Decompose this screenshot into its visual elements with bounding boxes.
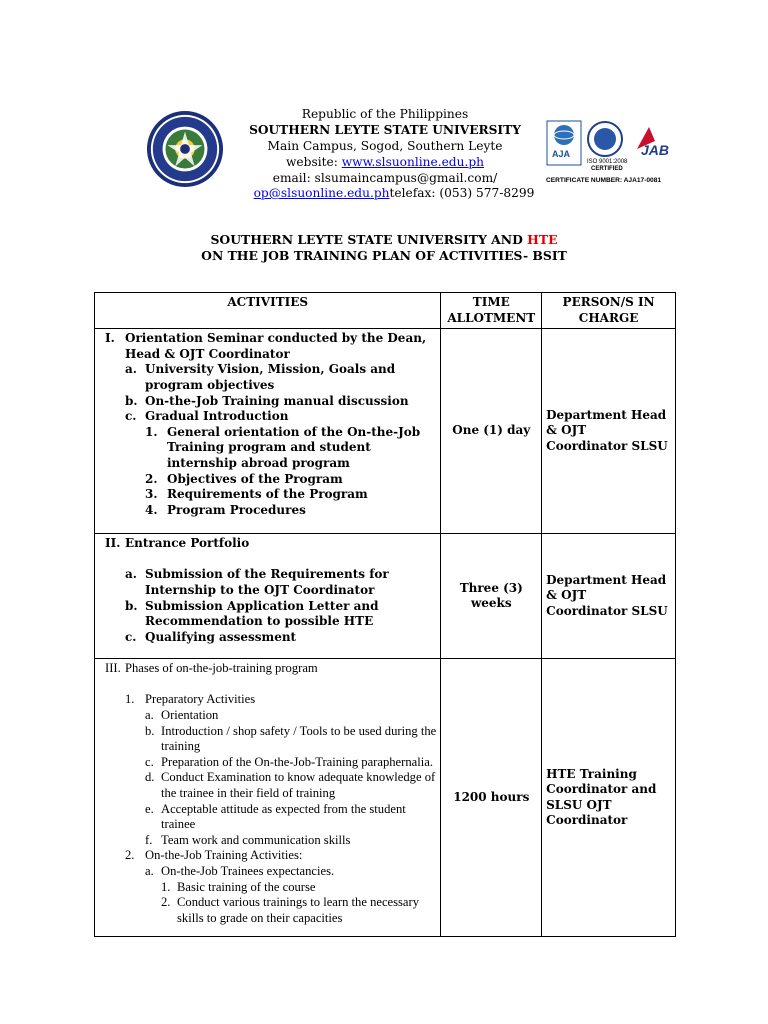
- list-item: c. Preparation of the On-the-Job-Training paraphernalia.: [145, 754, 433, 769]
- list-item: 2. Conduct various trainings to learn the necessary skills to grade on their capacities: [161, 895, 420, 925]
- list-item: a. Orientation: [145, 707, 219, 722]
- plan-table: [94, 292, 676, 937]
- header-persons-in-charge: PERSON/S IN CHARGE: [542, 293, 676, 329]
- list-item: e. Acceptable attitude as expected from the student trainee: [145, 801, 406, 832]
- list-item: 1. General orientation of the On-the-Job Training program and student internship abroad program: [145, 424, 421, 470]
- list-item: a. University Vision, Mission, Goals and program objectives: [125, 362, 396, 392]
- title-university: SOUTHERN LEYTE STATE UNIVERSITY AND: [210, 232, 528, 247]
- table-row: [95, 659, 676, 937]
- certified-mark: CERTIFIED: [591, 166, 623, 172]
- row1-time: One (1) day: [441, 329, 542, 534]
- list-item: a. On-the-Job Trainees expectancies.: [145, 863, 335, 878]
- jab-mark: JAB: [641, 142, 670, 158]
- aja-mark: AJA: [552, 149, 571, 159]
- republic-line: Republic of the Philippines: [301, 107, 469, 121]
- header-time-allotment: TIME ALLOTMENT: [441, 293, 542, 329]
- list-item: b. On-the-Job Training manual discussion: [125, 393, 409, 408]
- list-item: I. Orientation Seminar conducted by the Dean, Head & OJT Coordinator: [105, 331, 427, 361]
- certification-logos: [545, 119, 679, 185]
- list-item: 3. Requirements of the Program: [145, 487, 368, 502]
- certificate-number: CERTIFICATE NUMBER: AJA17-0081: [546, 177, 662, 184]
- list-item: 2. Objectives of the Program: [145, 471, 343, 486]
- document-title: [100, 232, 668, 264]
- list-item: b. Introduction / shop safety / Tools to be used during the training: [145, 723, 437, 754]
- table-header-row: [95, 293, 676, 329]
- list-item: b. Submission Application Letter and Recommendation to possible HTE: [125, 598, 379, 629]
- title-line-2: ON THE JOB TRAINING PLAN OF ACTIVITIES- BSIT: [201, 248, 567, 263]
- list-heading: II. Entrance Portfolio: [105, 536, 250, 551]
- email-telefax-line: [234, 185, 554, 201]
- university-seal-logo: [146, 110, 224, 188]
- list-heading: III. Phases of on-the-job-training program: [105, 661, 318, 676]
- row3-activities: [95, 659, 441, 937]
- list-item: 2. On-the-Job Training Activities:: [125, 848, 303, 863]
- list-item: 1. Basic training of the course: [161, 879, 316, 894]
- title-line-1: [100, 232, 668, 248]
- list-item: 1. Preparatory Activities: [125, 692, 256, 707]
- header-activities: ACTIVITIES: [95, 293, 441, 329]
- title-hte: HTE: [527, 232, 558, 247]
- telefax: telefax: (053) 577-8299: [389, 186, 535, 200]
- university-name: SOUTHERN LEYTE STATE UNIVERSITY: [249, 123, 521, 137]
- list-item: a. Submission of the Requirements for Internship to the OJT Coordinator: [125, 567, 389, 597]
- row3-persons: HTE Training Coordinator and SLSU OJT Coordinator: [542, 659, 676, 937]
- table-row: [95, 329, 676, 534]
- email-line: email: slsumaincampus@gmail.com/: [272, 171, 498, 185]
- website-label: website:: [286, 155, 342, 169]
- iso-mark: ISO 9001:2008: [587, 159, 628, 165]
- email-link[interactable]: op@slsuonline.edu.ph: [253, 186, 390, 200]
- letterhead: [230, 106, 540, 186]
- list-item: 4. Program Procedures: [145, 502, 306, 517]
- row2-activities: [95, 534, 441, 659]
- list-item: f. Team work and communication skills: [145, 832, 351, 847]
- list-item: c. Gradual Introduction: [125, 409, 289, 424]
- list-item: d. Conduct Examination to know adequate knowledge of the trainee in their field of training: [145, 770, 436, 800]
- address-line: Main Campus, Sogod, Southern Leyte: [267, 139, 503, 153]
- table-row: [95, 534, 676, 659]
- website-line: [230, 154, 540, 170]
- row2-persons: Department Head & OJT Coordinator SLSU: [542, 534, 676, 659]
- row1-persons: Department Head & OJT Coordinator SLSU: [542, 329, 676, 534]
- row3-time: 1200 hours: [441, 659, 542, 937]
- row2-time: Three (3) weeks: [441, 534, 542, 659]
- website-link[interactable]: www.slsuonline.edu.ph: [341, 155, 484, 169]
- row1-activities: [95, 329, 441, 534]
- list-item: c. Qualifying assessment: [125, 629, 297, 644]
